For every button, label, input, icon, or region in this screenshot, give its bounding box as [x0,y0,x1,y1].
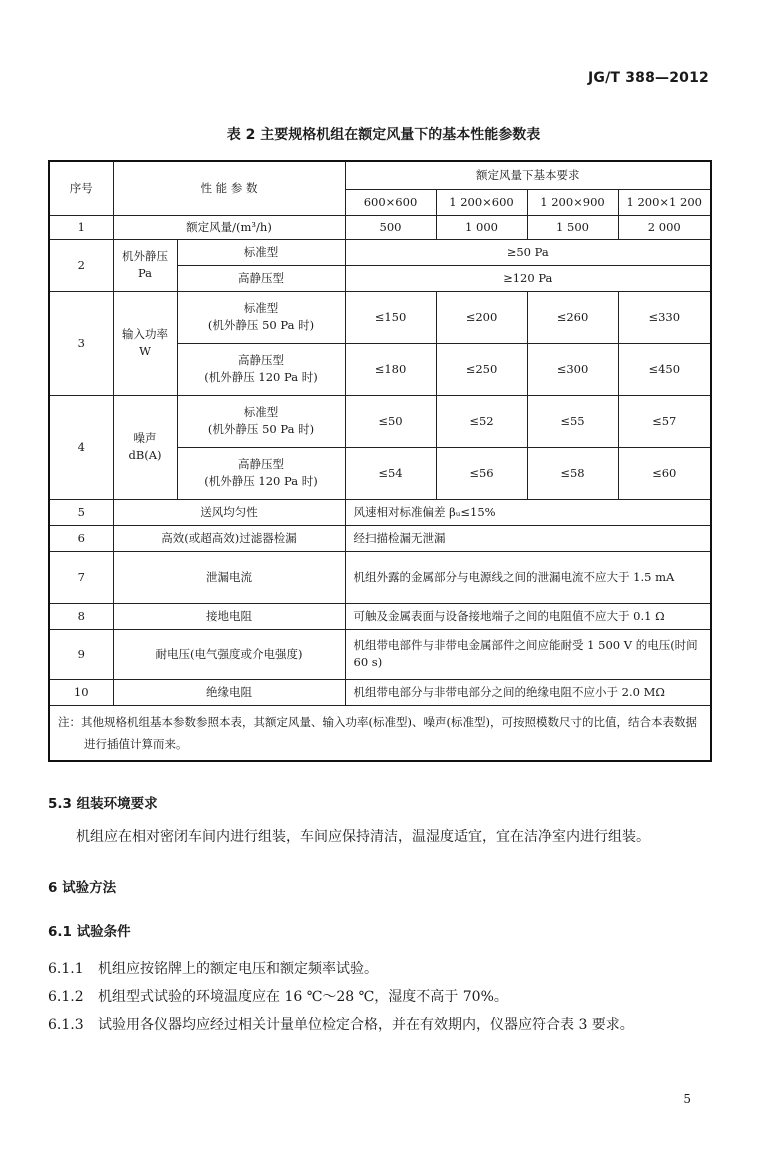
value-cell: ≤56 [436,447,527,499]
header-param: 性 能 参 数 [113,161,345,215]
value-cell: ≤260 [527,291,618,343]
sub-param-label: 标准型 [177,239,345,265]
value-cell: ≤330 [618,291,711,343]
header-seq: 序号 [49,161,113,215]
value-cell: ≥120 Pa [345,265,711,291]
clause-number: 6.1.1 [48,961,84,977]
sub-param-type: 高静压型 [238,353,284,367]
sub-param-type: 高静压型 [238,457,284,471]
value-cell: ≤450 [618,343,711,395]
sub-param-label [177,291,345,343]
value-cell: ≤200 [436,291,527,343]
header-size: 1 200×900 [527,189,618,215]
header-size: 1 200×600 [436,189,527,215]
sub-param-label: 高静压型 [177,265,345,291]
param-label: 泄漏电流 [113,551,345,603]
row-number: 6 [49,525,113,551]
header-size: 600×600 [345,189,436,215]
param-label: 送风均匀性 [113,499,345,525]
sub-param-condition: (机外静压 50 Pa 时) [207,318,315,332]
row-number: 7 [49,551,113,603]
table-row [49,551,711,603]
param-group-name: 输入功率 [122,327,168,341]
param-group-unit: dB(A) [128,448,162,462]
section-heading-5-3: 5.3 组装环境要求 [48,796,158,812]
param-group-name: 机外静压 [122,249,168,263]
section-heading-6-1: 6.1 试验条件 [48,924,131,940]
value-cell: ≤60 [618,447,711,499]
value-cell: ≤250 [436,343,527,395]
clause-6-1-3 [48,1014,634,1034]
table-row [49,679,711,705]
value-cell: ≤55 [527,395,618,447]
param-label: 绝缘电阻 [113,679,345,705]
section-5-3-paragraph: 机组应在相对密闭车间内进行组装，车间应保持清洁，温湿度适宜，宜在洁净室内进行组装。 [76,829,650,845]
sub-param-condition: (机外静压 120 Pa 时) [204,370,318,384]
value-cell: 2 000 [618,215,711,239]
sub-param-label [177,343,345,395]
performance-parameter-table [48,160,712,762]
param-label: 耐电压(电气强度或介电强度) [113,629,345,679]
row-number: 1 [49,215,113,239]
row-number: 2 [49,239,113,291]
value-cell: ≤57 [618,395,711,447]
value-cell: 500 [345,215,436,239]
sub-param-condition: (机外静压 120 Pa 时) [204,474,318,488]
param-label: 高效(或超高效)过滤器检漏 [113,525,345,551]
clause-number: 6.1.3 [48,1017,84,1033]
value-cell: ≥50 Pa [345,239,711,265]
value-cell: ≤300 [527,343,618,395]
header-requirement: 额定风量下基本要求 [345,161,711,189]
value-cell: ≤58 [527,447,618,499]
sub-param-label [177,395,345,447]
table-row [49,525,711,551]
row-number: 9 [49,629,113,679]
table-row [49,215,711,239]
value-cell: ≤50 [345,395,436,447]
requirement-cell: 机组带电部件与非带电金属部件之间应能耐受 1 500 V 的电压(时间 60 s) [345,629,711,679]
value-cell: 1 500 [527,215,618,239]
param-group [113,291,177,395]
table-row [49,291,711,343]
table-note: 注：其他规格机组基本参数参照本表，其额定风量、输入功率(标准型)、噪声(标准型)，可按照模数尺寸的比值，结合本表数据进行插值计算而来。 [49,705,711,761]
header-size: 1 200×1 200 [618,189,711,215]
param-group-unit: W [139,344,151,358]
sub-param-label [177,447,345,499]
param-label: 额定风量/(m³/h) [113,215,345,239]
table-row [49,239,711,265]
param-label: 接地电阻 [113,603,345,629]
table-row [49,629,711,679]
row-number: 8 [49,603,113,629]
row-number: 4 [49,395,113,499]
requirement-cell: 风速相对标准偏差 βᵤ≤15% [345,499,711,525]
table-title: 表 2 主要规格机组在额定风量下的基本性能参数表 [226,127,541,143]
requirement-cell: 经扫描检漏无泄漏 [345,525,711,551]
requirement-cell: 机组外露的金属部分与电源线之间的泄漏电流不应大于 1.5 mA [345,551,711,603]
param-group [113,239,177,291]
table-row [49,499,711,525]
clause-text: 机组应按铭牌上的额定电压和额定频率试验。 [98,961,378,977]
row-number: 10 [49,679,113,705]
row-number: 3 [49,291,113,395]
clause-text: 机组型式试验的环境温度应在 16 ℃～28 ℃，湿度不高于 70%。 [98,989,508,1005]
value-cell: ≤150 [345,291,436,343]
clause-6-1-1 [48,958,378,978]
param-group [113,395,177,499]
table-row [49,395,711,447]
value-cell: ≤52 [436,395,527,447]
clause-6-1-2 [48,986,508,1006]
requirement-cell: 可触及金属表面与设备接地端子之间的电阻值不应大于 0.1 Ω [345,603,711,629]
section-heading-6: 6 试验方法 [48,880,117,896]
value-cell: 1 000 [436,215,527,239]
value-cell: ≤54 [345,447,436,499]
clause-text: 试验用各仪器均应经过相关计量单位检定合格，并在有效期内，仪器应符合表 3 要求。 [98,1017,634,1033]
standard-code: JG/T 388—2012 [587,70,709,86]
param-group-unit: Pa [137,266,153,280]
sub-param-type: 标准型 [243,405,279,419]
row-number: 5 [49,499,113,525]
page-number: 5 [683,1092,691,1106]
sub-param-condition: (机外静压 50 Pa 时) [207,422,315,436]
param-group-name: 噪声 [133,431,157,445]
table-row [49,603,711,629]
value-cell: ≤180 [345,343,436,395]
clause-number: 6.1.2 [48,989,84,1005]
sub-param-type: 标准型 [243,301,279,315]
requirement-cell: 机组带电部分与非带电部分之间的绝缘电阻不应小于 2.0 MΩ [345,679,711,705]
